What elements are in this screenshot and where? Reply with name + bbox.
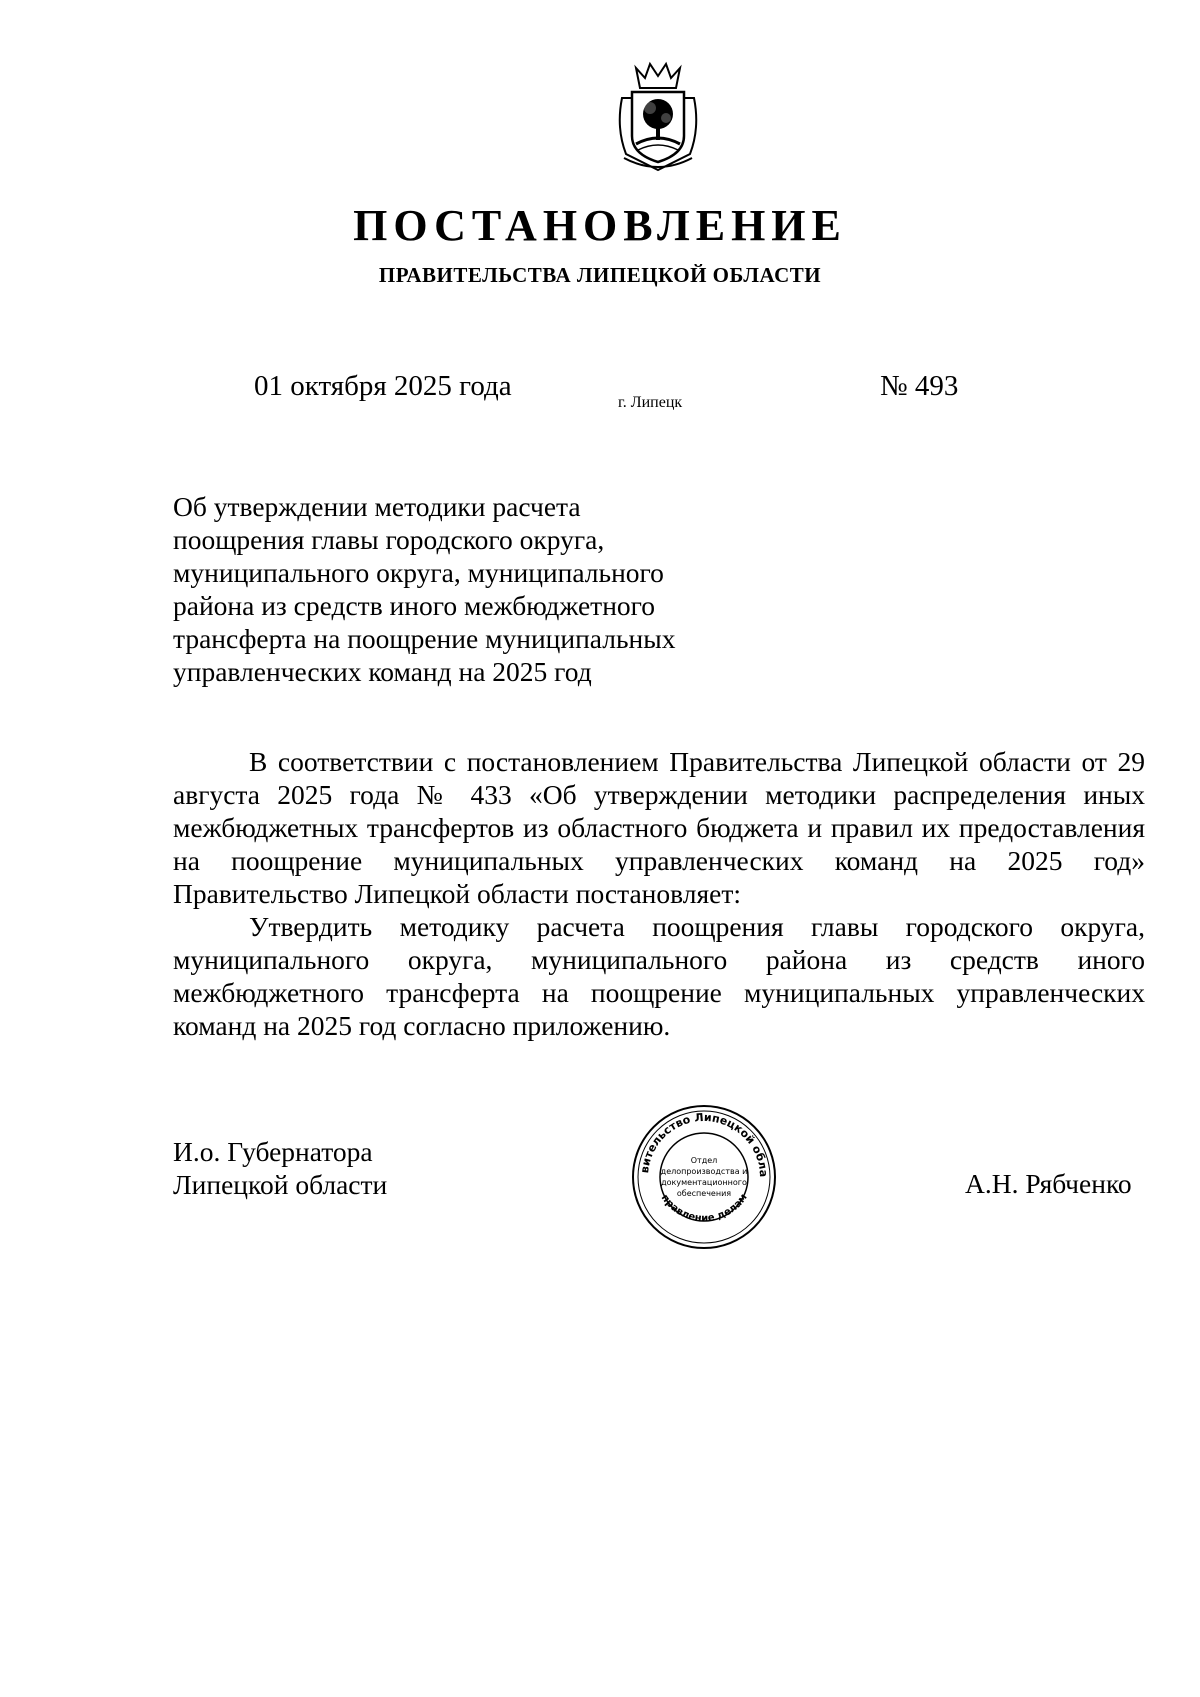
subject-line: района из средств иного межбюджетного	[173, 590, 656, 621]
subject-line: Об утверждении методики расчета	[173, 491, 581, 522]
body-paragraph: В соответствии с постановлением Правительства Липецкой области от 29 августа 2025 года № 433 «Об утверждении методики распределения иных межбюджетных трансфертов из областного бюджета и правил их предоставления на поощрение муниципальных управленческих команд на 2025 год» Правительство Липецкой области постановляет:	[173, 746, 1145, 909]
official-stamp	[630, 1103, 778, 1251]
signatory-position-line: И.о. Губернатора	[173, 1136, 373, 1167]
subject-line: поощрения главы городского округа,	[173, 524, 605, 555]
stamp-inner-line: документационного	[661, 1178, 747, 1187]
stamp-bottom-text: правление делам	[658, 1192, 750, 1225]
subject-line: трансферта на поощрение муниципальных	[173, 623, 676, 654]
stamp-inner-line: Отдел	[690, 1156, 718, 1165]
signatory-position-line: Липецкой области	[173, 1169, 388, 1200]
document-issuer: ПРАВИТЕЛЬСТВА ЛИПЕЦКОЙ ОБЛАСТИ	[378, 263, 822, 287]
signatory-name: А.Н. Рябченко	[965, 1168, 1132, 1199]
body-paragraph: Утвердить методику расчета поощрения главы городского округа, муниципального округа, муниципального района из средств иного межбюджетного трансферта на поощрение муниципальных управленческих команд на 2025 год согласно приложению.	[173, 911, 1145, 1041]
document-title: ПОСТАНОВЛЕНИЕ	[353, 201, 847, 250]
document-number: № 493	[880, 370, 959, 402]
document-subject	[173, 490, 733, 688]
stamp-outer-text: вительство Липецкой обла	[638, 1110, 771, 1178]
stamp-inner-line: делопроизводства и	[660, 1167, 748, 1176]
document-date: 01 октября 2025 года	[254, 370, 512, 402]
document-body	[173, 745, 1145, 1042]
stamp-inner-line: обеспечения	[676, 1189, 732, 1198]
subject-line: муниципального округа, муниципального	[173, 557, 664, 588]
coat-of-arms-icon	[612, 58, 704, 178]
signatory-position	[173, 1135, 387, 1201]
document-city: г. Липецк	[618, 394, 683, 411]
subject-line: управленческих команд на 2025 год	[173, 656, 592, 687]
